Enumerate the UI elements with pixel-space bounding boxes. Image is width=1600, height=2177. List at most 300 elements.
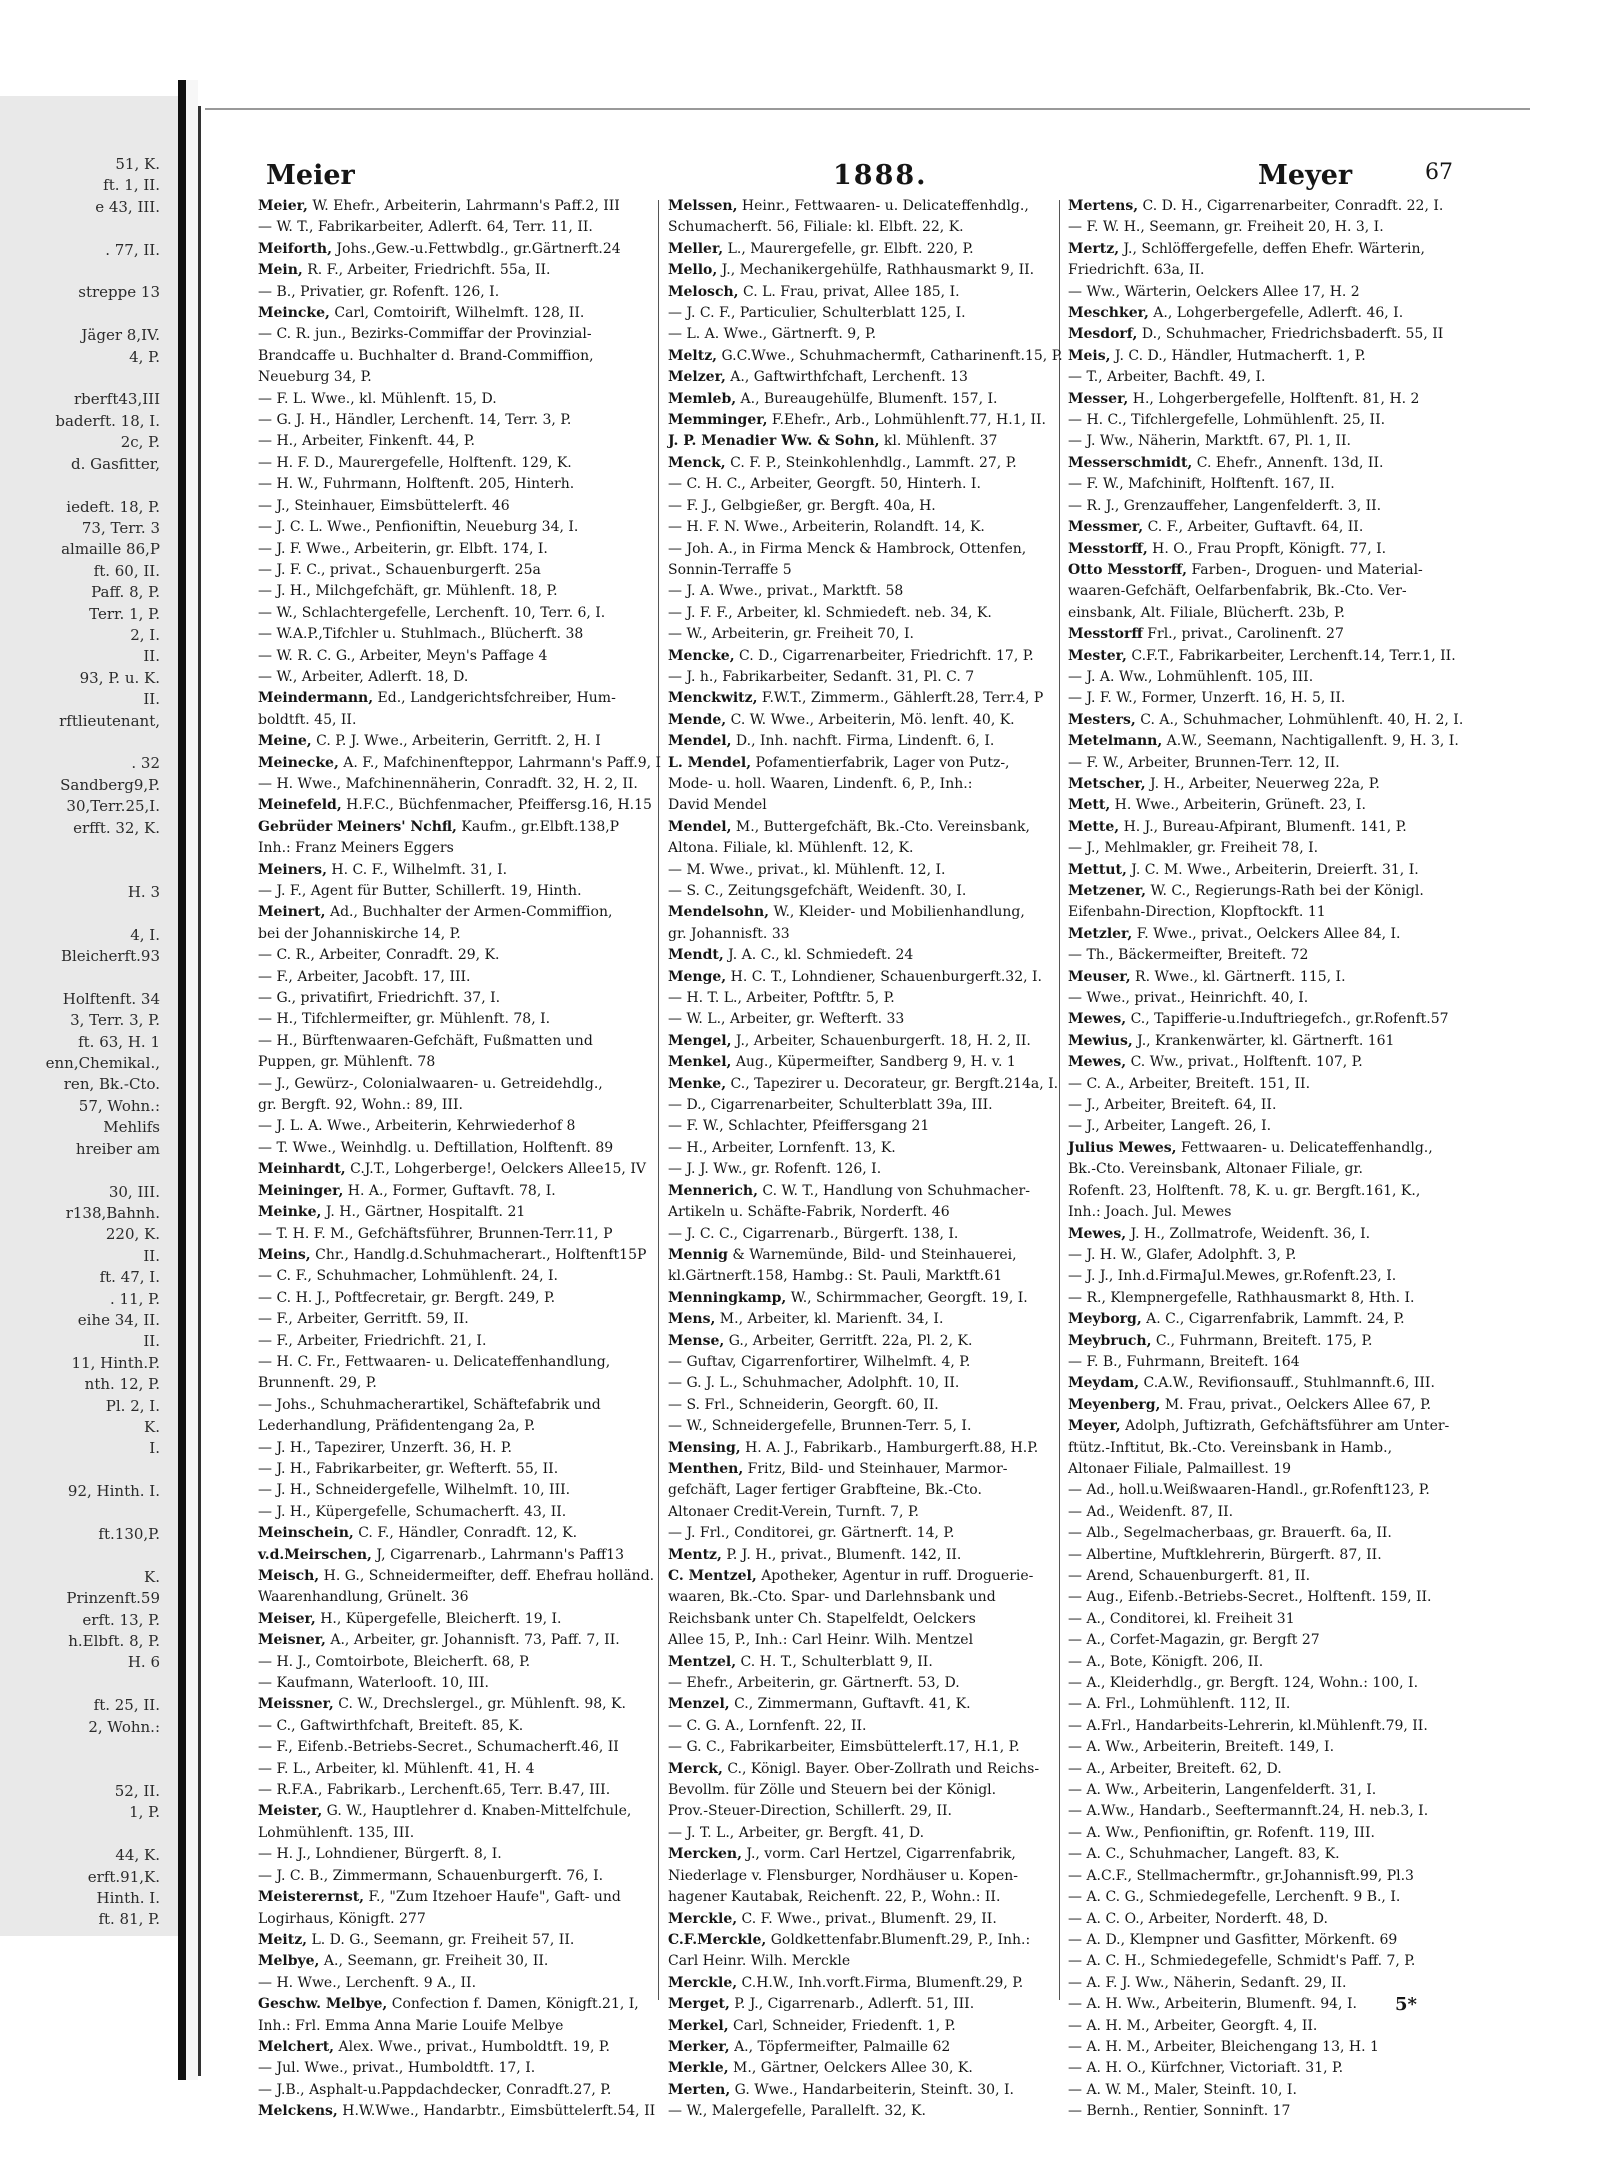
entry-surname: Metscher, [1068, 775, 1146, 792]
entry-details: — Alb., Segelmacherbaas, gr. Brauerft. 6a, II. [1068, 1525, 1392, 1542]
directory-entry [258, 731, 646, 752]
entry-details: — H. F. D., Maurergefelle, Holftenft. 129, K. [258, 454, 572, 471]
directory-entry [1068, 1887, 1453, 1908]
entry-details: — G. J. H., Händler, Lerchenft. 14, Terr. 3, P. [258, 412, 572, 429]
directory-entry [258, 1866, 646, 1887]
directory-entry [1068, 1523, 1453, 1544]
entry-surname: Merkel, [668, 2017, 729, 2034]
entry-details: G. Wwe., Handarbeiterin, Steinft. 30, I. [730, 2081, 1014, 2098]
entry-details: gr. Bergft. 92, Wohn.: 89, III. [258, 1097, 463, 1114]
left-page-fragment [0, 1503, 160, 1524]
directory-entry [668, 1737, 1056, 1758]
entry-details: Chr., Handlg.d.Schuhmacherart., Holftenft15P [310, 1246, 647, 1263]
directory-entry [668, 1095, 1056, 1116]
directory-entry [668, 902, 1056, 923]
entry-details: — C. H. C., Arbeiter, Georgft. 50, Hinterh. I. [668, 476, 981, 493]
entry-details: H. A., Former, Guftavft. 78, I. [343, 1182, 556, 1199]
directory-entry [1068, 196, 1453, 217]
directory-entry [258, 1480, 646, 1501]
entry-surname: Menningkamp, [668, 1289, 787, 1306]
directory-entry [668, 753, 1056, 774]
entry-details: — Joh. A., in Firma Menck & Hambrock, Ottenfen, [668, 540, 1027, 557]
entry-details: — Arend, Schauenburgerft. 81, II. [1068, 1568, 1311, 1584]
entry-surname: Merten, [668, 2081, 731, 2098]
left-page-fragment: 2c, P. [120, 433, 160, 452]
entry-details: C. D., Cigarrenarbeiter, Friedrichft. 17, P. [734, 647, 1034, 664]
directory-entry [1068, 1502, 1453, 1523]
entry-details: — Th., Bäckermeifter, Breiteft. 72 [1068, 947, 1309, 964]
directory-entry [258, 474, 646, 495]
directory-entry [258, 282, 646, 303]
entry-details: Inh.: Franz Meiners Eggers [258, 840, 454, 857]
directory-entry [1068, 1630, 1453, 1651]
entry-details: — B., Privatier, gr. Rofenft. 126, I. [258, 283, 500, 300]
directory-entry [668, 367, 1056, 388]
left-page-fragment: 30, III. [108, 1182, 160, 1201]
entry-surname: Mensing, [668, 1439, 741, 1456]
entry-details: — W. T., Fabrikarbeiter, Adlerft. 64, Terr. 11, II. [258, 219, 593, 236]
entry-surname: Metzener, [1068, 883, 1147, 899]
entry-surname: Mens, [668, 1311, 716, 1328]
directory-entry [1068, 1331, 1453, 1352]
directory-entry [668, 1352, 1056, 1373]
top-rule [205, 108, 1530, 110]
entry-details: — A. H. M., Arbeiter, Georgft. 4, II. [1068, 2017, 1318, 2034]
directory-entry [258, 945, 646, 966]
entry-details: Ad., Buchhalter der Armen-Commiffion, [325, 904, 613, 921]
entry-surname: Menckwitz, [668, 690, 758, 707]
directory-entry [258, 1373, 646, 1394]
directory-entry [668, 1694, 1056, 1715]
directory-entry [1068, 1438, 1453, 1459]
left-page-fragment: ft. 63, H. 1 [78, 1032, 160, 1051]
entry-surname: Menkel, [668, 1054, 732, 1071]
directory-entry [1068, 603, 1453, 624]
directory-entry [258, 881, 646, 902]
entry-details: kl. Mühlenft. 37 [879, 433, 998, 450]
entry-details: — A., Kleiderhdlg., gr. Bergft. 124, Wohn.: 100, I. [1068, 1675, 1419, 1692]
entry-details: — W. R. C. G., Arbeiter, Meyn's Paffage 4 [258, 647, 548, 664]
entry-details: — J., Arbeiter, Langeft. 26, I. [1068, 1118, 1272, 1135]
entry-details: — F., Eifenb.-Betriebs-Secret., Schumacherft.46, II [258, 1739, 619, 1756]
entry-details: — J. H., Schneidergefelle, Wilhelmft. 10, III. [258, 1482, 571, 1499]
directory-entry [1068, 410, 1453, 431]
left-page-fragment: . 32 [131, 754, 160, 773]
entry-details: — H., Arbeiter, Lornfenft. 13, K. [668, 1139, 896, 1156]
left-page-fragment: 57, Wohn.: [78, 1096, 160, 1115]
directory-entry [258, 603, 646, 624]
directory-entry [258, 1587, 646, 1608]
entry-details: C. W., Drechslergel., gr. Mühlenft. 98, K. [333, 1696, 626, 1713]
directory-entry [1068, 795, 1453, 816]
entry-details: M., Gärtner, Oelckers Allee 30, K. [728, 2060, 973, 2077]
entry-details: — W., Schneidergefelle, Brunnen-Terr. 5, I. [668, 1418, 972, 1435]
entry-details: — R., Klempnergefelle, Rathhausmarkt 8, Hth. I. [1068, 1289, 1415, 1306]
directory-entry [1068, 988, 1453, 1009]
directory-entry [668, 560, 1056, 581]
entry-surname: Meinert, [258, 904, 326, 921]
directory-entry [1068, 1266, 1453, 1287]
entry-surname: Mendel, [668, 733, 732, 750]
directory-entry [1068, 667, 1453, 688]
entry-details: — H. J., Comtoirbote, Bleicherft. 68, P. [258, 1653, 531, 1670]
entry-details: Adolph, Juftizrath, Gefchäftsführer am Unter- [1120, 1418, 1450, 1435]
left-page-fragment: 93, P. u. K. [79, 668, 160, 687]
directory-entry [258, 1459, 646, 1480]
directory-entry [668, 239, 1056, 260]
entry-details: J. H., Zollmatrofe, Weidenft. 36, I. [1126, 1225, 1371, 1242]
entry-details: Confection f. Damen, Königft.21, I, [387, 1996, 639, 2013]
directory-entry [668, 1866, 1056, 1887]
entry-surname: Metzler, [1068, 925, 1133, 942]
entry-details: J. C. M. Wwe., Arbeiterin, Dreierft. 31, I. [1126, 861, 1419, 878]
entry-details: — H. J., Lohndiener, Bürgerft. 8, I. [258, 1846, 502, 1863]
directory-entry [1068, 2037, 1453, 2058]
directory-entry [1068, 1181, 1453, 1202]
directory-entry [1068, 838, 1453, 859]
entry-details: J. C. D., Händler, Hutmacherft. 1, P. [1110, 347, 1366, 364]
entry-details: W., Schirmmacher, Georgft. 19, I. [786, 1289, 1028, 1306]
directory-entry [258, 1309, 646, 1330]
entry-surname: C. Mentzel, [668, 1568, 757, 1584]
directory-entry [668, 1630, 1056, 1651]
directory-entry [1068, 1545, 1453, 1566]
entry-details: — H. C. Fr., Fettwaaren- u. Delicateffenhandlung, [258, 1353, 611, 1370]
directory-entry [668, 1973, 1056, 1994]
left-page-fragment: . 11, P. [110, 1289, 160, 1308]
left-page-fragment: H. 3 [127, 882, 160, 901]
left-page-fragment: ft. 1, II. [103, 176, 160, 195]
entry-details: — J. F. Wwe., Arbeiterin, gr. Elbft. 174, I. [258, 540, 548, 557]
entry-details: gr. Johannisft. 33 [668, 925, 790, 942]
entry-surname: Mendt, [668, 947, 724, 964]
left-page-fragment [0, 1759, 160, 1780]
directory-entry [668, 282, 1056, 303]
entry-surname: L. Mendel, [668, 754, 752, 771]
entry-details: — W., Malergefelle, Parallelft. 32, K. [668, 2103, 926, 2120]
entry-details: Aug., Küpermeifter, Sandberg 9, H. v. 1 [731, 1054, 1016, 1071]
directory-entry [1068, 346, 1453, 367]
entry-surname: Meiforth, [258, 240, 332, 257]
directory-entry [258, 1973, 646, 1994]
entry-details: — H., Bürftenwaaren-Gefchäft, Fußmatten und [258, 1032, 593, 1049]
entry-details: C. F. Wwe., privat., Blumenft. 29, II. [737, 1910, 997, 1927]
left-page-fragment [0, 967, 160, 988]
directory-entry [1068, 1866, 1453, 1887]
entry-surname: Meinschein, [258, 1525, 354, 1542]
entry-details: Prov.-Steuer-Direction, Schillerft. 29, II. [668, 1803, 952, 1820]
directory-entry [258, 1266, 646, 1287]
entry-details: H. G., Schneidermeifter, deff. Ehefrau holländ. [319, 1568, 655, 1584]
directory-entry [668, 1994, 1056, 2015]
entry-details: — Ehefr., Arbeiterin, gr. Gärtnerft. 53, D. [668, 1675, 960, 1692]
entry-details: — A. C. O., Arbeiter, Norderft. 48, D. [1068, 1910, 1328, 1927]
entry-details: — C. R., Arbeiter, Conradft. 29, K. [258, 947, 500, 964]
directory-entry [668, 2037, 1056, 2058]
entry-surname: Meinefeld, [258, 797, 342, 814]
entry-details: — A. Ww., Penfioniftin, gr. Rofenft. 119, III. [1068, 1824, 1375, 1841]
entry-surname: v.d.Meirschen, [258, 1546, 372, 1563]
directory-entry [1068, 1609, 1453, 1630]
entry-surname: Meindermann, [258, 690, 374, 707]
left-page-fragment [0, 1738, 160, 1759]
directory-entry [1068, 1031, 1453, 1052]
binding-gap [186, 80, 198, 2080]
entry-surname: Mett, [1068, 797, 1111, 814]
directory-entry [258, 1438, 646, 1459]
entry-details: — Aug., Eifenb.-Betriebs-Secret., Holftenft. 159, II. [1068, 1589, 1432, 1606]
directory-entry [668, 324, 1056, 345]
directory-entry [1068, 1844, 1453, 1865]
entry-details: M., Buttergefchäft, Bk.-Cto. Vereinsbank, [731, 818, 1030, 835]
directory-entry [668, 1545, 1056, 1566]
entry-details: J., vorm. Carl Hertzel, Cigarrenfabrik, [741, 1846, 1016, 1863]
directory-entry [668, 1459, 1056, 1480]
directory-entry [258, 710, 646, 731]
entry-details: Bk.-Cto. Vereinsbank, Altonaer Filiale, gr. [1068, 1161, 1364, 1178]
directory-entry [258, 1395, 646, 1416]
left-page-fragments [0, 154, 160, 1931]
left-page-fragment: I. [149, 1439, 160, 1458]
left-page-fragment: h.Elbft. 8, P. [68, 1632, 160, 1651]
entry-surname: Meisch, [258, 1568, 320, 1584]
directory-entry [1068, 1202, 1453, 1223]
directory-entry [668, 1266, 1056, 1287]
entry-details: C. D. H., Cigarrenarbeiter, Conradft. 22, I. [1138, 198, 1444, 214]
entry-surname: Melzer, [668, 369, 726, 386]
entry-details: Pofamentierfabrik, Lager von Putz-, [751, 754, 1010, 771]
entry-surname: Meitz, [258, 1931, 308, 1948]
entry-details: Niederlage v. Flensburger, Nordhäuser u. Kopen- [668, 1867, 1019, 1884]
directory-entry [668, 1245, 1056, 1266]
entry-surname: Melchert, [258, 2038, 335, 2055]
entry-details: waaren, Bk.-Cto. Spar- und Darlehnsbank und [668, 1589, 996, 1606]
entry-surname: Meyenberg, [1068, 1396, 1161, 1413]
entry-surname: Menzel, [668, 1696, 730, 1713]
entry-details: — J. h., Fabrikarbeiter, Sedanft. 31, Pl. C. 7 [668, 668, 975, 685]
directory-entry [1068, 1245, 1453, 1266]
directory-entry [1068, 581, 1453, 602]
entry-details: — A. Ww., Arbeiterin, Langenfelderft. 31, I. [1068, 1782, 1377, 1799]
entry-details: — J., Mehlmakler, gr. Freiheit 78, I. [1068, 840, 1319, 857]
left-page-fragment: eihe 34, II. [77, 1310, 160, 1329]
entry-surname: Meisterernst, [258, 1889, 365, 1906]
directory-entry [668, 1951, 1056, 1972]
directory-entry [258, 1523, 646, 1544]
entry-details: A., Töpfermeifter, Palmaille 62 [729, 2038, 951, 2055]
left-page-fragment: II. [143, 647, 160, 666]
left-page-fragment: Holftenft. 34 [62, 989, 160, 1008]
entry-details: — J. A. Ww., Lohmühlenft. 105, III. [1068, 668, 1314, 685]
entry-details: — H. T. L., Arbeiter, Poftftr. 5, P. [668, 990, 895, 1007]
directory-entry [1068, 1416, 1453, 1437]
left-page-fragment [0, 839, 160, 860]
directory-entry [1068, 474, 1453, 495]
entry-details: C. Ehefr., Annenft. 13d, II. [1192, 454, 1384, 471]
entry-surname: Meins, [258, 1246, 311, 1263]
entry-details: Reichsbank unter Ch. Stapelfeldt, Oelckers [668, 1610, 976, 1627]
running-head-left: Meier [266, 160, 355, 191]
entry-details: — J. L. A. Wwe., Arbeiterin, Kehrwiederhof 8 [258, 1118, 576, 1135]
directory-entry [258, 1502, 646, 1523]
left-page-fragment: ft. 25, II. [93, 1696, 160, 1715]
directory-entry [258, 688, 646, 709]
directory-entry [1068, 1074, 1453, 1095]
entry-details: Goldkettenfabr.Blumenft.29, P., Inh.: [766, 1931, 1031, 1948]
entry-details: — J. C. B., Zimmermann, Schauenburgerft. 76, I. [258, 1867, 604, 1884]
left-page-fragment: Sandberg9,P. [60, 775, 160, 794]
entry-surname: Messer, [1068, 390, 1129, 407]
left-page-fragment: hreiber am [75, 1139, 160, 1158]
entry-details: — J., Arbeiter, Breiteft. 64, II. [1068, 1097, 1277, 1114]
entry-surname: C.F.Merckle, [668, 1931, 767, 1948]
directory-entry [1068, 2016, 1453, 2037]
entry-surname: Julius Mewes, [1068, 1139, 1177, 1156]
directory-entry [258, 774, 646, 795]
entry-details: C. Ww., privat., Holftenft. 107, P. [1126, 1054, 1363, 1071]
directory-entry [258, 431, 646, 452]
directory-entry [1068, 817, 1453, 838]
directory-entry [258, 1224, 646, 1245]
directory-column-2 [668, 196, 1063, 2120]
entry-surname: Gebrüder Meiners' Nchfl, [258, 818, 457, 835]
directory-entry [1068, 731, 1459, 752]
directory-entry [258, 1138, 646, 1159]
entry-details: C. F., Händler, Conradft. 12, K. [353, 1525, 578, 1542]
entry-details: — J. Ww., Näherin, Marktft. 67, Pl. 1, II. [1068, 433, 1351, 450]
directory-entry [668, 967, 1056, 988]
entry-surname: Messerschmidt, [1068, 454, 1193, 471]
directory-entry [1068, 1673, 1453, 1694]
left-page-fragment: 220, K. [105, 1225, 160, 1244]
entry-details: — A. D., Klempner und Gasfitter, Mörkenft. 69 [1068, 1931, 1398, 1948]
entry-details: — A.Ww., Handarb., Seeftermannft.24, H. neb.3, I. [1068, 1803, 1429, 1820]
directory-entry [1068, 624, 1453, 645]
entry-details: R. F., Arbeiter, Friedrichft. 55a, II. [302, 262, 551, 279]
entry-details: G. W., Hauptlehrer d. Knaben-Mittelfchule, [322, 1803, 632, 1820]
left-page-fragment: erft. 13, P. [82, 1610, 160, 1629]
entry-details: C.J.T., Lohgerberge!, Oelckers Allee15, IV [345, 1161, 646, 1178]
entry-surname: Mendelsohn, [668, 904, 770, 921]
directory-entry [1068, 239, 1453, 260]
entry-surname: Geschw. Melbye, [258, 1996, 388, 2013]
left-page-fragment: ren, Bk.-Cto. [63, 1075, 160, 1094]
directory-entry [668, 1052, 1056, 1073]
entry-details: L. D. G., Seemann, gr. Freiheit 57, II. [307, 1931, 575, 1948]
entry-surname: Mencke, [668, 647, 735, 664]
entry-surname: Menke, [668, 1075, 727, 1092]
entry-details: — F. W., Mafchinift, Holftenft. 167, II. [1068, 476, 1335, 493]
directory-entry [1068, 1309, 1453, 1330]
entry-details: H.W.Wwe., Handarbtr., Eimsbüttelerft.54, II [337, 2103, 656, 2120]
left-page-fragment [0, 1160, 160, 1181]
directory-entry [668, 1116, 1056, 1137]
entry-details: — Jul. Wwe., privat., Humboldtft. 17, I. [258, 2060, 536, 2077]
left-page-fragment [0, 732, 160, 753]
entry-details: — J. H., Milchgefchäft, gr. Mühlenft. 18, P. [258, 583, 558, 600]
entry-details: C., Tapifferie-u.Induftriegefch., gr.Rofenft.57 [1126, 1011, 1449, 1028]
left-page-fragment: e 43, III. [95, 197, 160, 216]
directory-entry [668, 731, 1056, 752]
directory-entry [258, 795, 652, 816]
entry-details: Inh.: Frl. Emma Anna Marie Louife Melbye [258, 2017, 564, 2034]
entry-details: F.W.T., Zimmerm., Gählerft.28, Terr.4, P [757, 690, 1044, 707]
entry-surname: Otto Messtorff, [1068, 561, 1188, 578]
directory-entry [1068, 367, 1453, 388]
entry-details: — F. W., Arbeiter, Brunnen-Terr. 12, II. [1068, 754, 1340, 771]
left-page-fragment [0, 1545, 160, 1566]
entry-details: — J. H., Fabrikarbeiter, gr. Wefterft. 55, II. [258, 1460, 559, 1477]
directory-entry [1068, 496, 1453, 517]
directory-entry [668, 1009, 1056, 1030]
directory-entry [258, 1759, 646, 1780]
directory-entry [668, 1202, 1056, 1223]
directory-column-3 [1068, 196, 1464, 2120]
directory-entry [1068, 1116, 1453, 1137]
entry-details: C. H. T., Schulterblatt 9, II. [736, 1653, 933, 1670]
entry-surname: Messtorff, [1068, 540, 1148, 557]
entry-details: Mode- u. holl. Waaren, Lindenft. 6, P., Inh.: [668, 775, 973, 792]
entry-details: — R.F.A., Fabrikarb., Lerchenft.65, Terr. B.47, III. [258, 1782, 611, 1799]
directory-entry [668, 1309, 1056, 1330]
entry-details: M., Arbeiter, kl. Marienft. 34, I. [715, 1311, 944, 1328]
directory-entry [668, 1759, 1056, 1780]
left-page-fragment: Jäger 8,IV. [81, 326, 160, 345]
entry-details: — J., Gewürz-, Colonialwaaren- u. Getreidehdlg., [258, 1075, 603, 1092]
directory-entry [1068, 1823, 1453, 1844]
left-page-fragment: K. [144, 1417, 160, 1436]
entry-details: — J. J. Ww., gr. Rofenft. 126, I. [668, 1161, 882, 1178]
directory-entry [1068, 1930, 1453, 1951]
directory-entry [258, 988, 646, 1009]
directory-entry [668, 1288, 1056, 1309]
left-page-fragment: 1, P. [129, 1803, 160, 1822]
entry-surname: Mewes, [1068, 1225, 1127, 1242]
entry-details: — M. Wwe., privat., kl. Mühlenft. 12, I. [668, 861, 946, 878]
left-page-fragment: 52, II. [114, 1781, 160, 1800]
entry-details: Artikeln u. Schäfte-Fabrik, Norderft. 46 [668, 1204, 950, 1221]
entry-details: David Mendel [668, 797, 767, 814]
left-page-fragment [0, 903, 160, 924]
directory-entry [258, 1288, 646, 1309]
entry-details: — C., Gaftwirthfchaft, Breiteft. 85, K. [258, 1717, 524, 1734]
left-page-fragment: Bleicherft.93 [60, 947, 160, 966]
entry-details: A. C., Cigarrenfabrik, Lammft. 24, P. [1141, 1311, 1405, 1328]
directory-entry [668, 881, 1056, 902]
left-page-fragment: Prinzenft.59 [66, 1589, 160, 1608]
entry-surname: Meuser, [1068, 968, 1131, 985]
entry-details: — J. H., Küpergefelle, Schumacherft. 43, II. [258, 1503, 567, 1520]
directory-entry [1068, 1652, 1453, 1673]
directory-entry [258, 2080, 646, 2101]
entry-surname: Meyer, [1068, 1418, 1121, 1435]
directory-entry [258, 1416, 646, 1437]
entry-details: Altonaer Credit-Verein, Turnft. 7, P. [668, 1503, 919, 1520]
entry-surname: Mewes, [1068, 1054, 1127, 1071]
left-page-fragment: 2, I. [130, 625, 160, 644]
entry-details: Fettwaaren- u. Delicateffenhandlg., [1176, 1139, 1433, 1156]
entry-details: — J. T. L., Arbeiter, gr. Bergft. 41, D. [668, 1824, 925, 1841]
entry-surname: Mertens, [1068, 198, 1139, 214]
entry-details: Allee 15, P., Inh.: Carl Heinr. Wilh. Mentzel [668, 1632, 974, 1649]
entry-details: — W. L., Arbeiter, gr. Wefterft. 33 [668, 1011, 905, 1028]
directory-entry [668, 646, 1056, 667]
entry-details: A., Lohgerbergefelle, Adlerft. 46, I. [1148, 305, 1404, 322]
entry-surname: Meinhardt, [258, 1161, 346, 1178]
entry-surname: Mewes, [1068, 1011, 1127, 1028]
directory-entry [668, 1395, 1056, 1416]
entry-details: boldtft. 45, II. [258, 711, 357, 728]
